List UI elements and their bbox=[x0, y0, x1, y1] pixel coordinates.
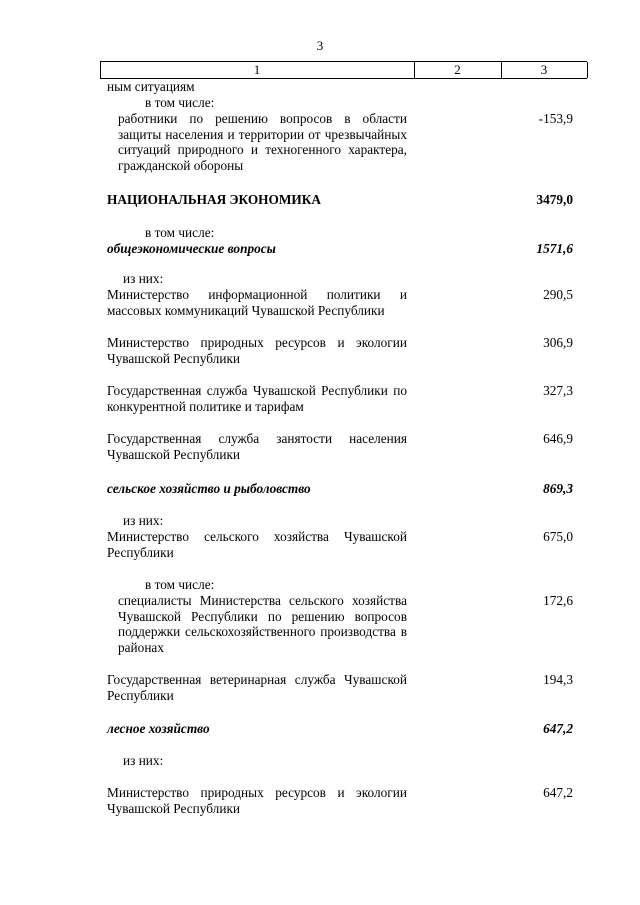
column-header-3: 3 bbox=[540, 62, 548, 77]
row-value: 675,0 bbox=[543, 529, 573, 544]
row-value: -153,9 bbox=[538, 111, 573, 126]
row-name: из них: bbox=[123, 753, 164, 768]
row-name: работники по решению вопросов в области защиты населения и территории от чрезвычайных ситуаций природного и техногенного характера, гражданской обороны bbox=[118, 111, 407, 173]
row-name: из них: bbox=[123, 513, 164, 528]
row-name: ным ситуациям bbox=[107, 79, 195, 94]
column-header-1: 1 bbox=[253, 62, 261, 77]
row-name: Министерство информационной политики и массовых коммуникаций Чувашской Республики bbox=[107, 287, 407, 318]
row-name: Государственная служба занятости населения Чувашской Республики bbox=[107, 431, 407, 462]
row-name: Министерство сельского хозяйства Чувашской Республики bbox=[107, 529, 407, 560]
subsection-title: общеэкономические вопросы bbox=[107, 241, 276, 256]
subsection-title: лесное хозяйство bbox=[107, 721, 210, 736]
row-name: в том числе: bbox=[145, 95, 215, 110]
subsection-value: 869,3 bbox=[543, 481, 573, 496]
column-header-2: 2 bbox=[454, 62, 461, 77]
subsection-value: 1571,6 bbox=[536, 241, 573, 256]
subsection-title: сельское хозяйство и рыболовство bbox=[107, 481, 311, 496]
row-name: Государственная служба Чувашской Республики по конкурентной политике и тарифам bbox=[107, 383, 407, 414]
row-name: Государственная ветеринарная служба Чувашской Республики bbox=[107, 672, 407, 703]
header-separator-right bbox=[587, 62, 588, 78]
row-name: Министерство природных ресурсов и экологии Чувашской Республики bbox=[107, 785, 407, 816]
subsection-value: 647,2 bbox=[543, 721, 573, 736]
row-name: из них: bbox=[123, 271, 164, 286]
section-title: НАЦИОНАЛЬНАЯ ЭКОНОМИКА bbox=[107, 192, 321, 207]
row-value: 647,2 bbox=[543, 785, 573, 800]
row-value: 172,6 bbox=[543, 593, 573, 608]
row-value: 306,9 bbox=[543, 335, 573, 350]
row-name: в том числе: bbox=[145, 225, 215, 240]
row-value: 194,3 bbox=[543, 672, 573, 687]
section-value: 3479,0 bbox=[536, 192, 573, 207]
row-name: в том числе: bbox=[145, 577, 215, 592]
row-name: Министерство природных ресурсов и экологии Чувашской Республики bbox=[107, 335, 407, 366]
page-number: 3 bbox=[316, 38, 324, 53]
row-value: 646,9 bbox=[543, 431, 573, 446]
row-value: 327,3 bbox=[543, 383, 573, 398]
row-name: специалисты Министерства сельского хозяйства Чувашской Республики по решению вопросов поддержки сельскохозяйственного производства в районах bbox=[118, 593, 407, 655]
row-value: 290,5 bbox=[543, 287, 573, 302]
